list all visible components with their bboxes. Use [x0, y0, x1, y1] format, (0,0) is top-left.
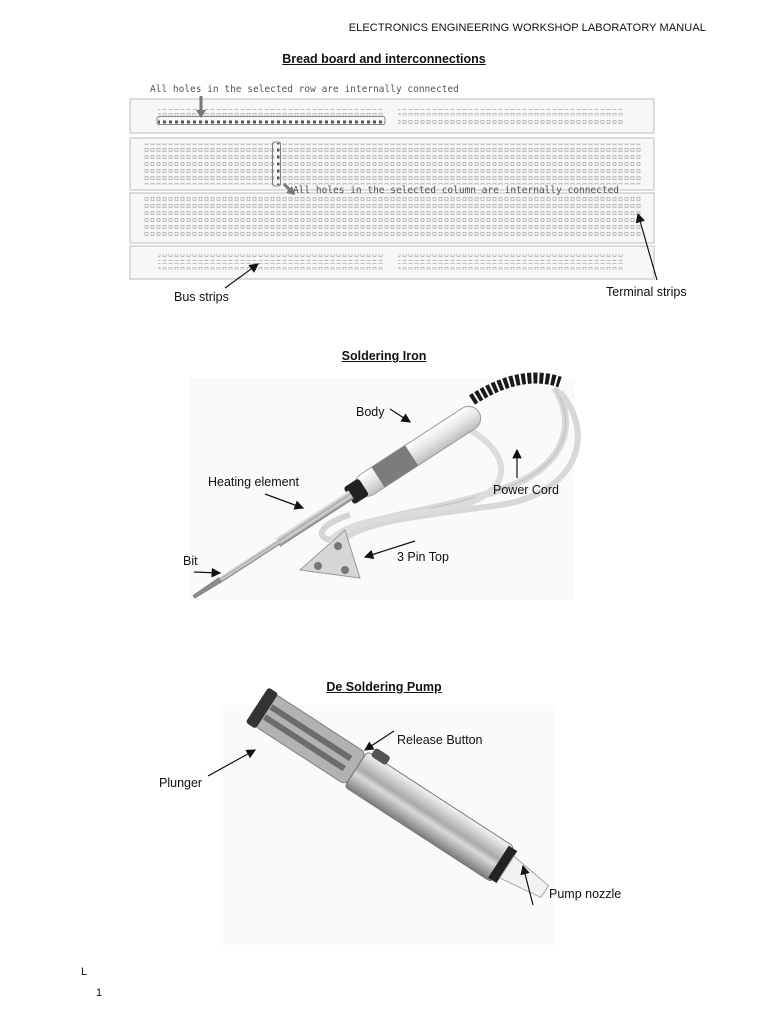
column-connection-note: All holes in the selected column are internally connected	[293, 185, 620, 196]
power-cord-label: Power Cord	[493, 483, 559, 497]
release-button-label: Release Button	[397, 733, 483, 747]
bus-strips-label: Bus strips	[174, 290, 229, 304]
bit-label: Bit	[183, 554, 198, 568]
three-pin-top-label: 3 Pin Top	[397, 550, 449, 564]
row-connection-note: All holes in the selected row are internally connected	[150, 84, 459, 95]
page-number: 1	[96, 987, 103, 999]
desoldering-pump-illustration	[208, 680, 560, 945]
body-label: Body	[356, 405, 385, 419]
soldering-iron-title: Soldering Iron	[341, 349, 427, 363]
plunger-label: Plunger	[159, 776, 203, 790]
page-header: ELECTRONICS ENGINEERING WORKSHOP LABORATORY MANUAL	[348, 22, 706, 34]
footer-mark: L	[81, 966, 88, 978]
pump-nozzle-label: Pump nozzle	[549, 887, 622, 901]
terminal-strips-label: Terminal strips	[606, 285, 687, 299]
heating-element-label: Heating element	[208, 475, 300, 489]
breadboard-title: Bread board and interconnections	[282, 52, 486, 66]
desoldering-pump-title: De Soldering Pump	[326, 680, 442, 694]
